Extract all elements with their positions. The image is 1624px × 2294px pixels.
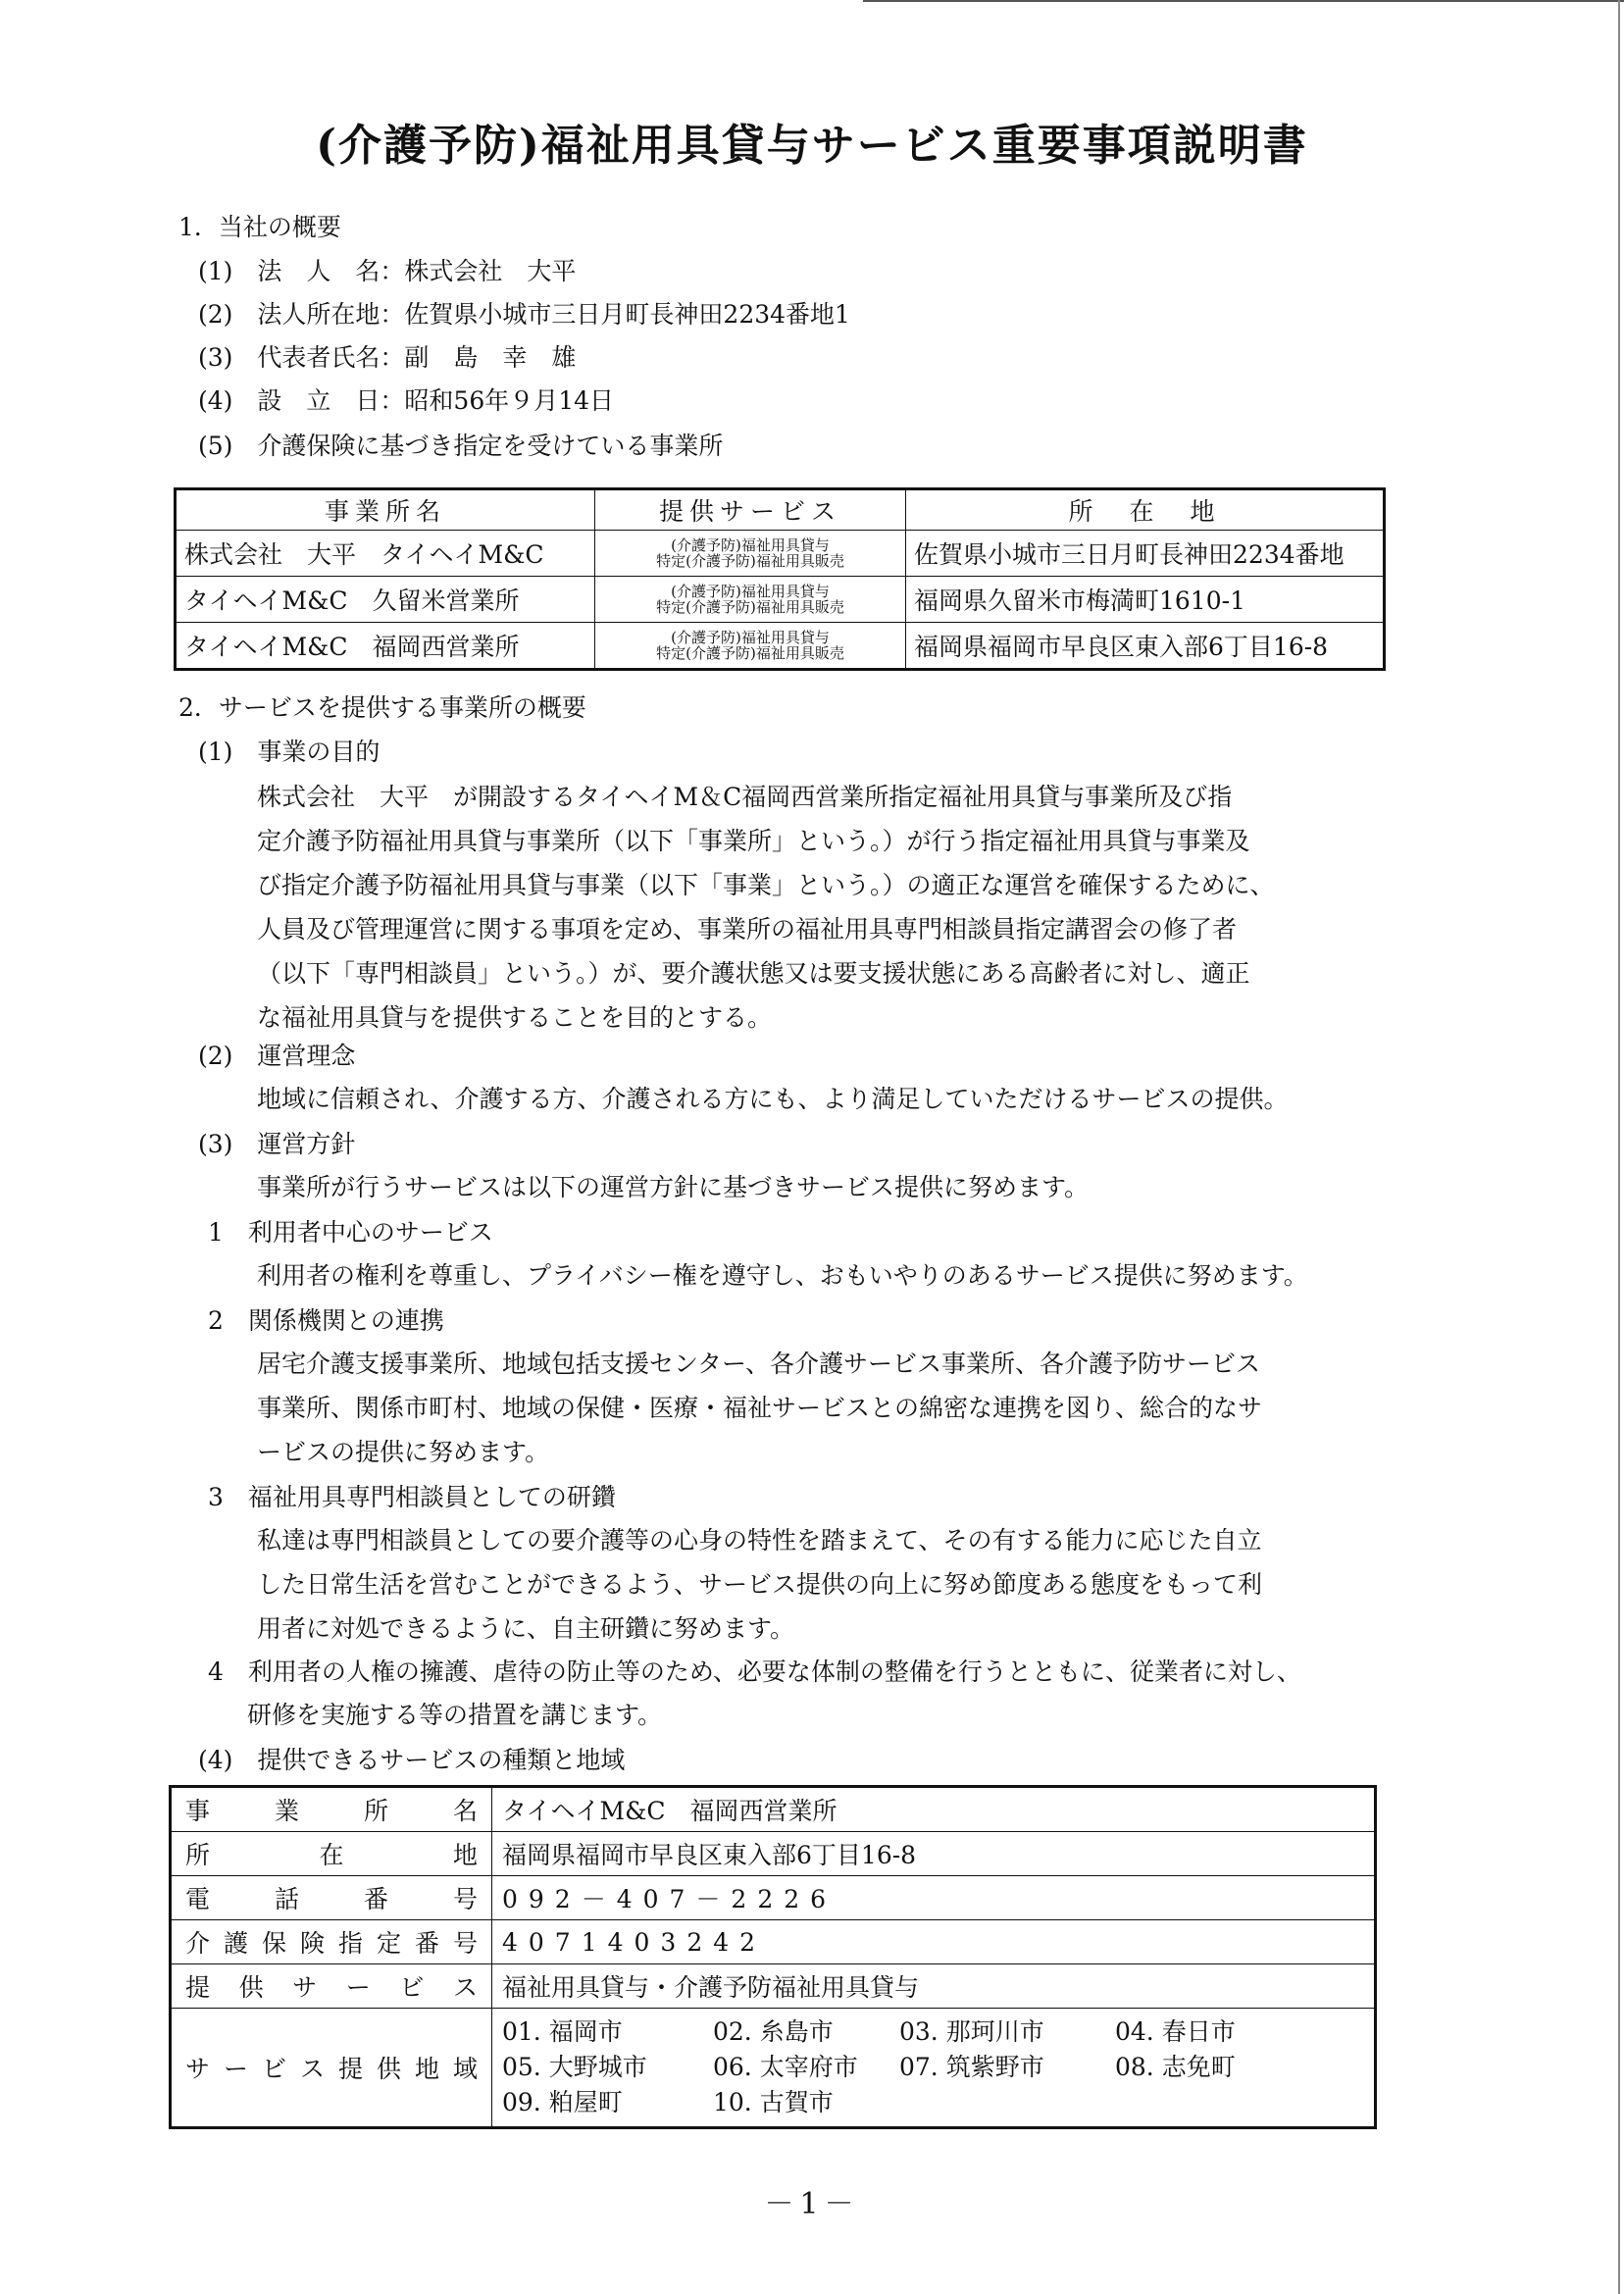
area-list: [492, 2009, 1376, 2128]
purpose-heading: (1) 事業の目的: [198, 738, 381, 766]
table-row: [176, 531, 1385, 577]
purpose-line: な福祉用具貸与を提供することを目的とする。: [257, 1003, 773, 1032]
policy1-heading: 1 利用者中心のサービス: [208, 1218, 493, 1247]
company-name: (1) 法 人 名：株式会社 大平: [198, 257, 577, 285]
policy3-heading: 3 福祉用具専門相談員としての研鑽: [208, 1483, 616, 1511]
policy3-line: 私達は専門相談員としての要介護等の心身の特性を踏まえて、その有する能力に応じた自立: [257, 1526, 1262, 1555]
address-label: 所在地: [171, 1832, 492, 1876]
service-rental: (介護予防)福祉用具貸与: [671, 629, 830, 646]
office-services: [595, 531, 906, 577]
area-item: 03. 那珂川市: [899, 2017, 1044, 2046]
service-label: 提供サービス: [171, 1964, 492, 2009]
header-office-name: 事業所名: [176, 489, 595, 531]
scan-edge-right: [1618, 0, 1620, 2294]
document-title: (介護予防)福祉用具貸与サービス重要事項説明書: [316, 121, 1308, 171]
area-item: 09. 粕屋町: [502, 2088, 623, 2116]
table-row: [171, 1787, 1376, 1832]
table-row: [171, 1832, 1376, 1876]
service-rental: (介護予防)福祉用具貸与: [671, 583, 830, 600]
area-item: 10. 古賀市: [713, 2088, 834, 2116]
table-row: [171, 1920, 1376, 1964]
table-row: [171, 2009, 1376, 2128]
policy-heading: (3) 運営方針: [198, 1130, 356, 1158]
table-row: [176, 623, 1385, 670]
table-row: [176, 577, 1385, 623]
scan-edge-top: [863, 0, 1624, 2]
office-name: タイヘイM&C 福岡西営業所: [176, 623, 595, 670]
purpose-line: 人員及び管理運営に関する事項を定め、事業所の福祉用具専門相談員指定講習会の修了者: [257, 915, 1238, 943]
policy2-text: [257, 1342, 1468, 1474]
area-item: 08. 志免町: [1115, 2053, 1236, 2081]
license-label: 介護保険指定番号: [171, 1920, 492, 1964]
office-address: 佐賀県小城市三日月町長神田2234番地: [906, 531, 1385, 577]
philosophy-heading: (2) 運営理念: [198, 1042, 356, 1070]
policy3-line: 用者に対処できるように、自主研鑽に努めます。: [257, 1614, 795, 1643]
representative: (3) 代表者氏名：副 島 幸 雄: [198, 343, 577, 372]
philosophy-text: 地域に信頼され、介護する方、介護される方にも、より満足していただけるサービスの提供。: [257, 1085, 1289, 1113]
area-item: 06. 太宰府市: [713, 2053, 858, 2081]
address-value: 福岡県福岡市早良区東入部6丁目16-8: [492, 1832, 1376, 1876]
service-info-table: [169, 1785, 1377, 2129]
policy3-text: [257, 1518, 1468, 1651]
purpose-line: 株式会社 大平 が開設するタイヘイM＆C福岡西営業所指定福祉用具貸与事業所及び指: [257, 783, 1233, 811]
table-row: [171, 1964, 1376, 2009]
office-name: タイヘイM&C 久留米営業所: [176, 577, 595, 623]
phone-value: 092－407－2226: [492, 1876, 1376, 1920]
office-services: [595, 623, 906, 670]
office-address: 福岡県久留米市梅満町1610-1: [906, 577, 1385, 623]
area-label: サービス提供地域: [171, 2009, 492, 2128]
header-address: 所 在 地: [906, 489, 1385, 531]
service-sales: 特定(介護予防)福祉用具販売: [656, 644, 844, 662]
offices-table: [174, 487, 1386, 671]
table-header-row: [176, 489, 1385, 531]
phone-label: 電話番号: [171, 1876, 492, 1920]
company-address: (2) 法人所在地：佐賀県小城市三日月町長神田2234番地1: [198, 300, 850, 329]
policy2-line: 居宅介護支援事業所、地域包括支援センター、各介護サービス事業所、各介護予防サービス: [257, 1350, 1261, 1378]
service-value: 福祉用具貸与・介護予防福祉用具貸与: [492, 1964, 1376, 2009]
purpose-line: び指定介護予防福祉用具貸与事業（以下「事業」という。）の適正な運営を確保するために、: [257, 871, 1275, 899]
purpose-line: （以下「専門相談員」という。）が、要介護状態又は要支援状態にある高齢者に対し、適正: [257, 959, 1250, 988]
office-name: 株式会社 大平 タイヘイM&C: [176, 531, 595, 577]
area-item: 07. 筑紫野市: [899, 2053, 1044, 2081]
policy2-heading: 2 関係機関との連携: [208, 1306, 444, 1335]
policy2-line: 事業所、関係市町村、地域の保健・医療・福祉サービスとの綿密な連携を図り、総合的なサ: [257, 1394, 1263, 1422]
service-sales: 特定(介護予防)福祉用具販売: [656, 598, 844, 616]
purpose-line: 定介護予防福祉用具貸与事業所（以下「事業所」という。）が行う指定福祉用具貸与事業及: [257, 827, 1250, 855]
purpose-text: [257, 775, 1468, 1040]
table-row: [171, 1876, 1376, 1920]
office-address: 福岡県福岡市早良区東入部6丁目16-8: [906, 623, 1385, 670]
office-value: タイヘイM&C 福岡西営業所: [492, 1787, 1376, 1832]
policy1-text: 利用者の権利を尊重し、プライバシー権を遵守し、おもいやりのあるサービス提供に努めます。: [257, 1261, 1308, 1290]
office-label: 事業所名: [171, 1787, 492, 1832]
area-item: 04. 春日市: [1115, 2017, 1236, 2046]
header-service: 提供サービス: [595, 489, 906, 531]
policy2-line: ービスの提供に努めます。: [257, 1438, 550, 1466]
policy4-text-cont: 研修を実施する等の措置を講じます。: [247, 1701, 663, 1729]
license-value: 4071403242: [492, 1920, 1376, 1964]
office-services: [595, 577, 906, 623]
service-rental: (介護予防)福祉用具貸与: [671, 536, 830, 554]
service-area-heading: (4) 提供できるサービスの種類と地域: [198, 1746, 626, 1774]
established-date: (4) 設 立 日：昭和56年９月14日: [198, 386, 615, 415]
page-number: －1－: [764, 2187, 860, 2221]
section2-heading: 2．サービスを提供する事業所の概要: [178, 693, 586, 722]
area-item: 02. 糸島市: [713, 2017, 834, 2046]
designated-offices-heading: (5) 介護保険に基づき指定を受けている事業所: [198, 432, 724, 460]
policy3-line: した日常生活を営むことができるよう、サービス提供の向上に努め節度ある態度をもって利: [257, 1570, 1263, 1599]
policy4-text: 4 利用者の人権の擁護、虐待の防止等のため、必要な体制の整備を行うとともに、従業者に対し、: [208, 1657, 1301, 1686]
section1-heading: 1．当社の概要: [178, 213, 341, 241]
area-item: 01. 福岡市: [502, 2017, 623, 2046]
area-item: 05. 大野城市: [502, 2053, 647, 2081]
service-sales: 特定(介護予防)福祉用具販売: [656, 552, 844, 570]
policy-text: 事業所が行うサービスは以下の運営方針に基づきサービス提供に努めます。: [257, 1173, 1090, 1201]
